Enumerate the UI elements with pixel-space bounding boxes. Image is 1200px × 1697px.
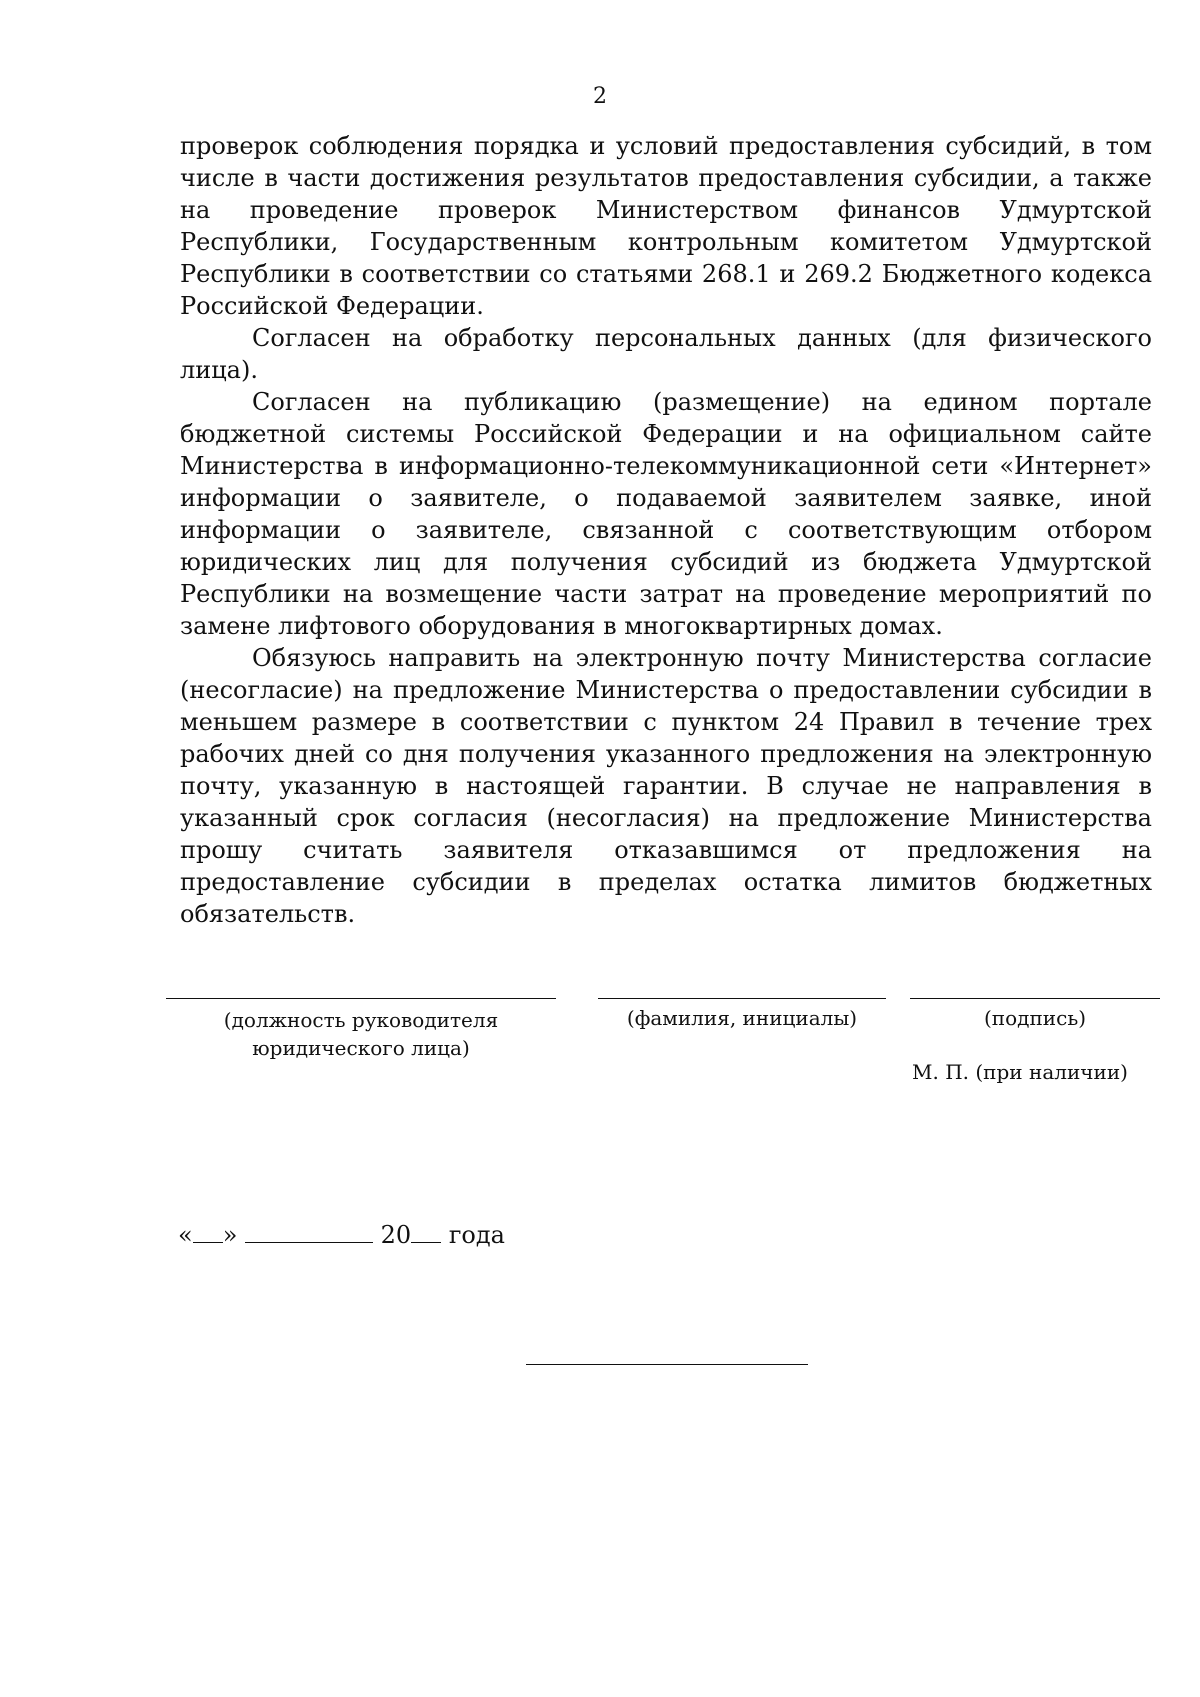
signature-caption: (подпись) <box>983 1006 1087 1030</box>
month-blank <box>245 1218 373 1243</box>
name-signature-line <box>598 998 886 999</box>
day-blank <box>193 1218 223 1243</box>
name-caption: (фамилия, инициалы) <box>626 1006 858 1030</box>
year-word: года <box>448 1221 505 1249</box>
stamp-note: М. П. (при наличии) <box>912 1060 1128 1084</box>
paragraph-publication-consent: Согласен на публикацию (размещение) на едином портале бюджетной системы Российской Федерации и на официальном сайте Министерства в информационно-телекоммуникационной сети «Интернет» информации о заявителе, о подаваемой заявителем заявке, иной информации о заявителе, связанной с соответствующим отбором юридических лиц для получения субсидий из бюджета Удмуртской Республики на возмещение части затрат на проведение мероприятий по замене лифтового оборудования в многоквартирных домах. <box>180 388 1152 640</box>
position-caption: (должность руководителя юридического лица) <box>223 1008 499 1060</box>
year-blank <box>411 1218 441 1243</box>
end-separator-line <box>526 1364 808 1365</box>
date-close-quote: » <box>222 1221 238 1249</box>
date-line <box>178 1218 505 1251</box>
document-body <box>180 130 1152 930</box>
paragraph-continuation: проверок соблюдения порядка и условий предоставления субсидий, в том числе в части достижения результатов предоставления субсидии, а также на проведение проверок Министерством финансов Удмуртской Республики, Государственным контрольным комитетом Удмуртской Республики в соответствии со статьями 268.1 и 269.2 Бюджетного кодекса Российской Федерации. <box>180 132 1152 320</box>
paragraph-personal-data-consent: Согласен на обработку персональных данных (для физического лица). <box>180 324 1152 384</box>
date-open-quote: « <box>178 1221 193 1249</box>
year-prefix: 20 <box>380 1221 412 1249</box>
paragraph-obligation: Обязуюсь направить на электронную почту Министерства согласие (несогласие) на предложение Министерства о предоставлении субсидии в меньшем размере в соответствии с пунктом 24 Правил в течение трех рабочих дней со дня получения указанного предложения на электронную почту, указанную в настоящей гарантии. В случае не направления в указанный срок согласия (несогласия) на предложение Министерства прошу считать заявителя отказавшимся от предложения на предоставление субсидии в пределах остатка лимитов бюджетных обязательств. <box>180 644 1152 928</box>
position-signature-line <box>166 998 556 999</box>
signature-line <box>910 998 1160 999</box>
page-number: 2 <box>593 84 607 109</box>
